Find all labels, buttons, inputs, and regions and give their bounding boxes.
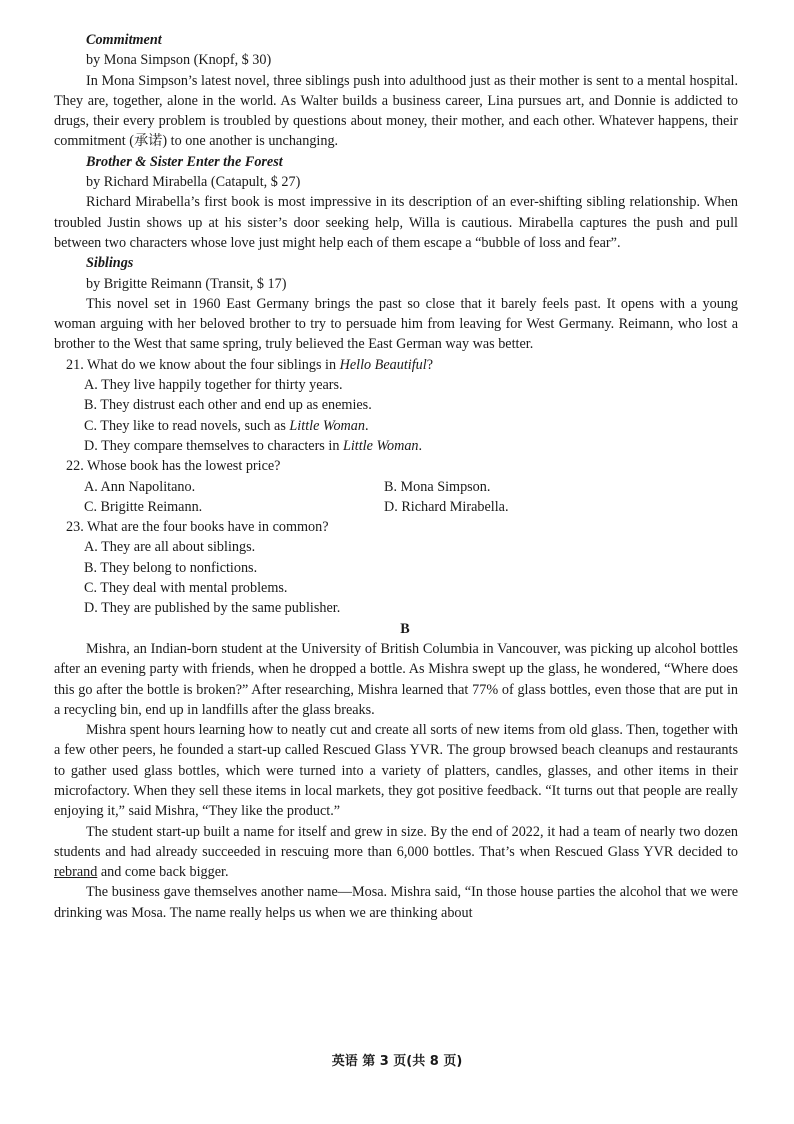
question-stem: 22. Whose book has the lowest price? [66, 458, 281, 475]
book-review-text: Richard Mirabella’s first book is most impressive in its description of an ever-shifting sibling relationship. When troubled Justin shows up at his sister’s door seeking help, Willa is cautious. Mirabella captures the push and pull between two characters whose love just might help each of them escape a “bubble of loss and fear”. [54, 194, 738, 251]
option-c [54, 416, 738, 436]
book-title-italic: Hello Beautiful [339, 356, 427, 373]
question-21 [54, 355, 738, 456]
stem-text: ? [426, 356, 434, 373]
option-d: D. They are published by the same publisher. [84, 600, 341, 617]
book-byline: by Mona Simpson (Knopf, $ 30) [86, 52, 272, 69]
option-a: A. They are all about siblings. [84, 539, 256, 556]
page-footer: 英语 第 3 页(共 8 页) [331, 1054, 463, 1069]
option-text: D. They compare themselves to characters in [84, 437, 343, 454]
book-review-text: This novel set in 1960 East Germany brings the past so close that it barely feels past. It opens with a young woman arguing with her beloved brother to try to persuade him from leaving for West Germany. Reimann, who lost a brother to the West that same spring, truly believed the East German way was better. [54, 295, 738, 353]
passage-text: The student start-up built a name for itself and grew in size. By the end of 2022, it had a team of nearly two dozen students and had already succeeded in rescuing more than 6,000 bottles. That’s when Rescued Glass YVR decided to [54, 823, 738, 860]
book-title: Siblings [86, 255, 134, 272]
option-d: D. Richard Mirabella. [384, 498, 509, 515]
underlined-word: rebrand [54, 864, 98, 881]
option-b: B. They belong to nonfictions. [84, 559, 258, 576]
option-d [54, 436, 738, 456]
option-b: B. They distrust each other and end up as enemies. [84, 397, 372, 414]
option-text: . [418, 437, 423, 454]
option-c: C. Brigitte Reimann. [84, 498, 203, 515]
option-a: A. They live happily together for thirty years. [84, 377, 343, 394]
book-review-text: In Mona Simpson’s latest novel, three siblings push into adulthood just as their mother is sent to a mental hospital. They are, together, alone in the world. As Walter builds a business career, Lina pursues art, and Donnie is addicted to drugs, their every problem is troubled by questions about money, their mother, and each other. Whatever happens, their commitment (承诺) to one another is unchanging. [54, 72, 738, 150]
section-label: B [400, 620, 410, 637]
option-a: A. Ann Napolitano. [84, 478, 196, 495]
question-22 [54, 456, 738, 517]
option-b: B. Mona Simpson. [384, 478, 491, 495]
review-brother-sister [54, 152, 738, 253]
option-text: . [364, 417, 369, 434]
passage-text: and come back bigger. [97, 864, 229, 881]
options-row [54, 477, 738, 497]
question-23 [54, 517, 738, 618]
passage-paragraph: Mishra spent hours learning how to neatly cut and create all sorts of new items from old glass. Then, together with a few other peers, he founded a start-up called Rescued Glass YVR. The group browsed beach cleanups and restaurants to gather used glass bottles, which were turned into a variety of platters, candles, glasses, and other items in their microfactory. When they sell these items in local markets, they got positive feedback. “It turns out that people are really enjoying it,” said Mishra, “They like the product.” [54, 722, 738, 820]
passage-paragraph: Mishra, an Indian-born student at the University of British Columbia in Vancouver, was picking up alcohol bottles after an evening party with friends, when he dropped a bottle. As Mishra swept up the glass, he wondered, “Where does this go after the bottle is broken?” After researching, Mishra learned that 77% of glass bottles, even those that are put in a recycling bin, end up in landfills after the glass breaks. [54, 640, 738, 718]
book-title: Brother & Sister Enter the Forest [86, 153, 283, 170]
section-b [54, 619, 738, 923]
question-stem: 23. What are the four books have in common? [66, 519, 329, 536]
option-text: C. They like to read novels, such as [84, 417, 290, 434]
book-title-italic: Little Woman [289, 417, 365, 434]
passage-paragraph [54, 822, 738, 883]
option-c: C. They deal with mental problems. [84, 580, 288, 597]
book-byline: by Brigitte Reimann (Transit, $ 17) [86, 275, 287, 292]
book-title-italic: Little Woman [342, 437, 419, 454]
book-byline: by Richard Mirabella (Catapult, $ 27) [86, 174, 301, 191]
options-row [54, 497, 738, 517]
review-siblings [54, 253, 738, 354]
book-title: Commitment [86, 32, 162, 48]
review-commitment [54, 30, 738, 152]
stem-text: 21. What do we know about the four siblings in [66, 356, 340, 373]
question-stem [54, 355, 738, 375]
passage-paragraph: The business gave themselves another name—Mosa. Mishra said, “In those house parties the alcohol that we were drinking was Mosa. The name really helps us when we are thinking about [54, 884, 738, 921]
